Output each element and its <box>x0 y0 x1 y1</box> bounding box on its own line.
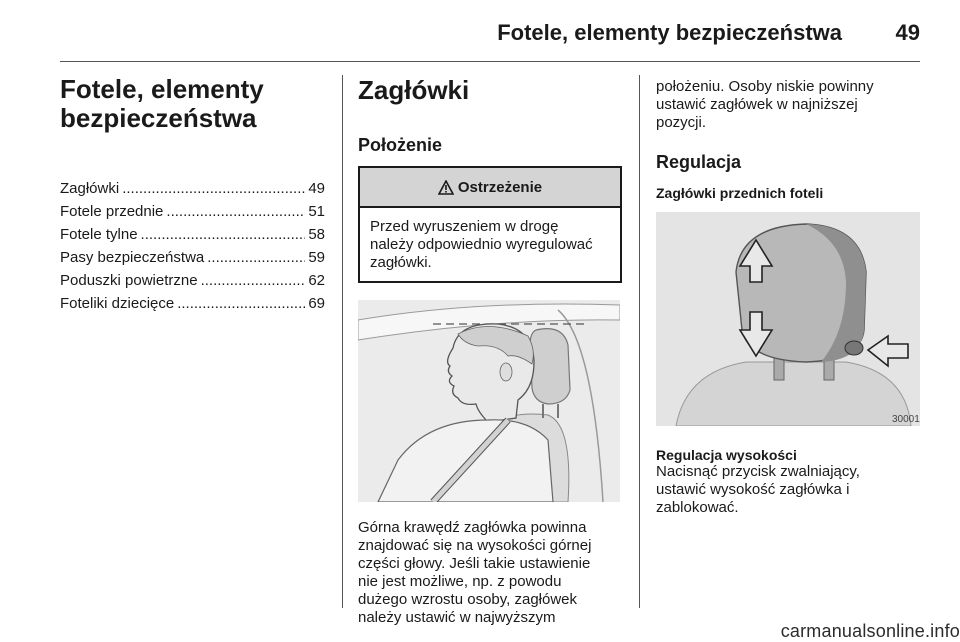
toc-item[interactable]: Poduszki powietrzne ..... 62 <box>60 269 325 292</box>
table-of-contents <box>60 177 325 315</box>
chapter-title-line1: Fotele, elementy <box>60 74 264 104</box>
driver-headrest-image <box>358 300 620 502</box>
warning-title: Ostrzeżenie <box>457 178 543 196</box>
watermark: carmanualsonline.info <box>780 621 960 641</box>
left-column <box>60 75 325 315</box>
header-divider <box>60 61 920 62</box>
toc-item[interactable]: Fotele tylne ..... 58 <box>60 223 325 246</box>
toc-item[interactable]: Pasy bezpieczeństwa ..... 59 <box>60 246 325 269</box>
section-title: Zagłówki <box>358 75 470 105</box>
position-description-continued: położeniu. Osoby niskie powinny ustawić zagłówek w najniższej pozycji. <box>656 78 874 131</box>
right-column <box>656 78 920 517</box>
toc-item[interactable]: Fotele przednie ..... 51 <box>60 200 325 223</box>
toc-item[interactable]: Zagłówki ..... 49 <box>60 177 325 200</box>
headrest-adjust-illustration <box>656 212 920 426</box>
warning-text: Przed wyruszeniem w drogę należy odpowiednio wyregulować zagłówki. <box>370 218 593 271</box>
headrest-position-illustration <box>358 300 620 502</box>
adjustment-heading: Regulacja <box>656 152 742 172</box>
chapter-title <box>60 75 325 133</box>
height-adjust-text: Nacisnąć przycisk zwalniający, ustawić wysokość zagłówka i zablokować. <box>656 463 860 516</box>
subsection-title: Położenie <box>358 135 443 155</box>
column-divider-2 <box>639 75 640 608</box>
warning-header <box>360 168 620 208</box>
chapter-title-line2: bezpieczeństwa <box>60 103 257 133</box>
page-number: 49 <box>895 20 920 45</box>
headrest-adjust-image <box>656 212 920 426</box>
warning-triangle-icon <box>438 180 454 195</box>
header-title: Fotele, elementy bezpieczeństwa <box>497 20 842 45</box>
toc-item[interactable]: Foteliki dziecięce ..... 69 <box>60 292 325 315</box>
warning-box <box>358 166 622 283</box>
front-seat-headrests-subheading: Zagłówki przednich foteli <box>656 185 824 201</box>
middle-column <box>358 75 622 627</box>
column-divider-1 <box>342 75 343 608</box>
height-adjust-heading: Regulacja wysokości <box>656 447 797 463</box>
position-description: Górna krawędź zagłówka powinna znajdować się na wysokości górnej części głowy. Jeśli takie ustawienie nie jest możliwe, np. z powodu dużego wzrostu osoby, zagłówek należy ustawić w najwyższym <box>358 519 592 626</box>
figure-code: 30001 <box>892 414 920 425</box>
